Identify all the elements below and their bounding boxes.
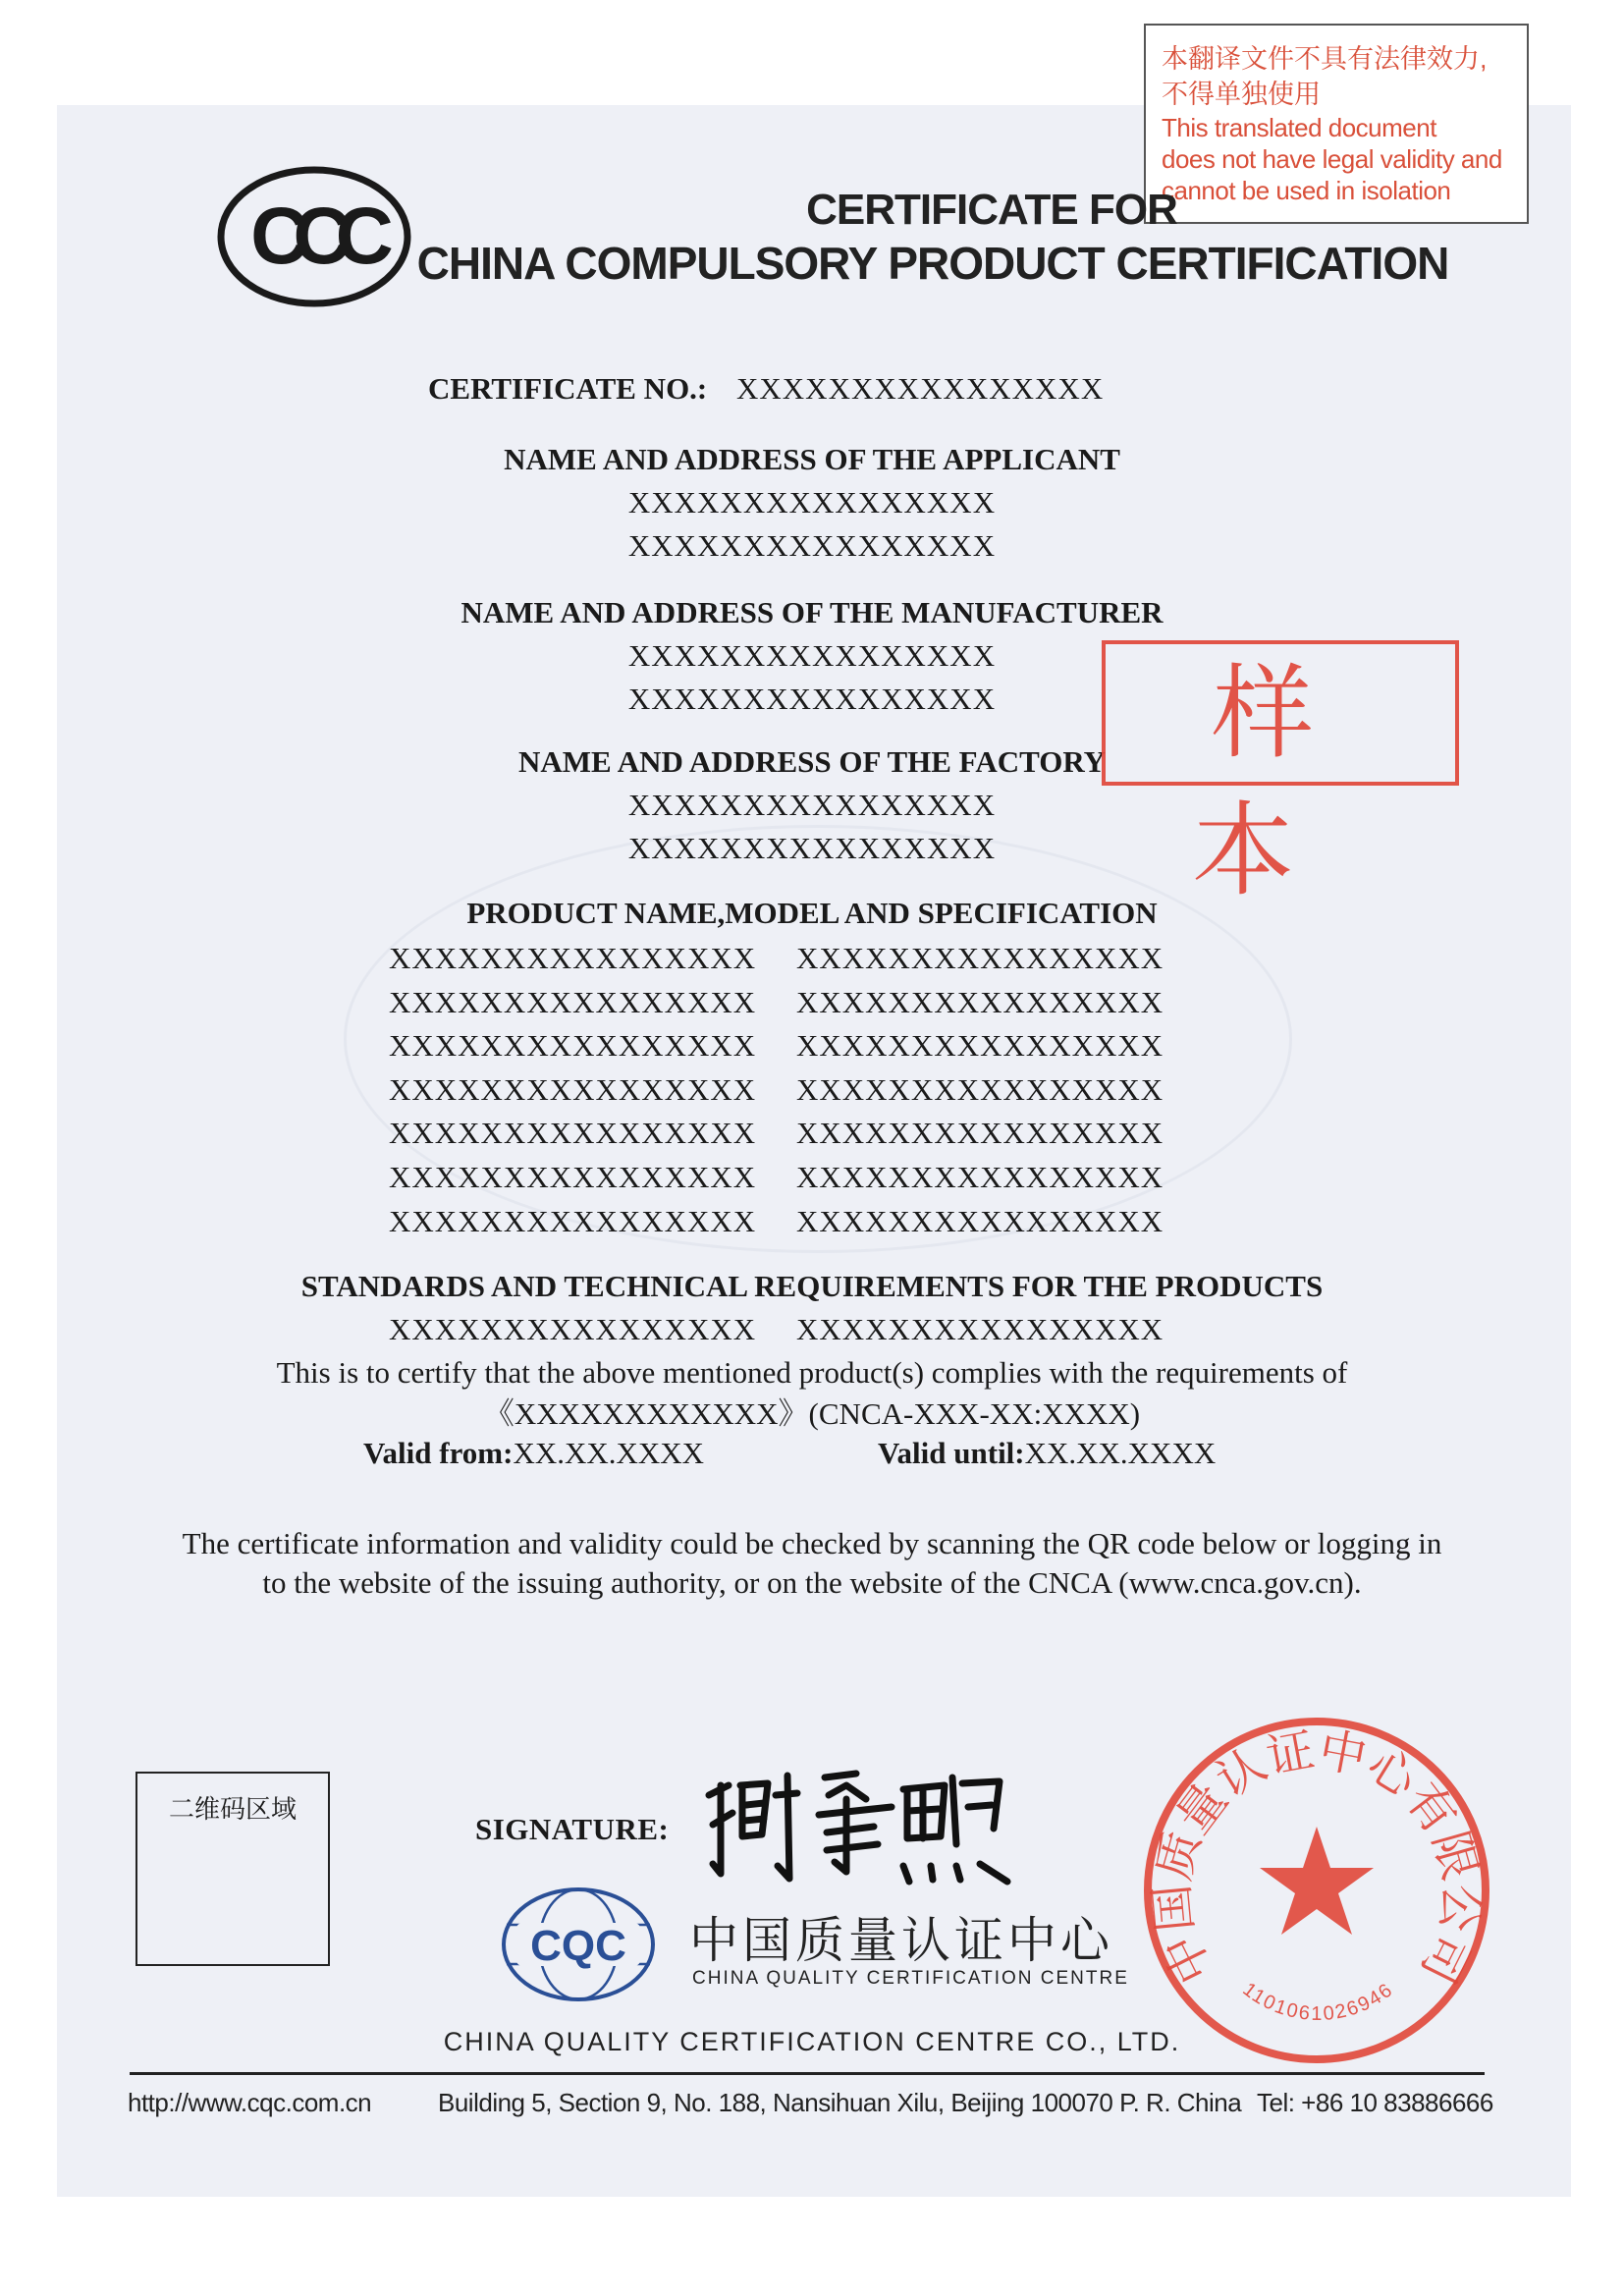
- product-cell: XXXXXXXXXXXXXXXX: [796, 984, 1164, 1019]
- product-cell: XXXXXXXXXXXXXXXX: [389, 984, 757, 1019]
- certify-line1: This is to certify that the above mentioned product(s) complies with the requirements of: [276, 1355, 1348, 1390]
- verification-note-line1: The certificate information and validity could be checked by scanning the QR code below or logging in: [182, 1526, 1442, 1560]
- product-cell: XXXXXXXXXXXXXXXX: [389, 1071, 757, 1107]
- footer-tel: Tel: +86 10 83886666: [1257, 2088, 1493, 2117]
- factory-line2: XXXXXXXXXXXXXXXX: [627, 831, 997, 865]
- standards-cell: XXXXXXXXXXXXXXXX: [796, 1312, 1164, 1346]
- product-row: [389, 1024, 1204, 1068]
- standards-heading: STANDARDS AND TECHNICAL REQUIREMENTS FOR THE PRODUCTS: [300, 1269, 1324, 1303]
- applicant-section: [0, 438, 1624, 568]
- ccc-logo-text: CCC: [250, 191, 378, 281]
- valid-until-value: XX.XX.XXXX: [1024, 1436, 1217, 1470]
- valid-from-label: Valid from:: [363, 1436, 514, 1470]
- issuer-company: CHINA QUALITY CERTIFICATION CENTRE CO., LTD.: [443, 2027, 1181, 2056]
- product-heading-block: [0, 892, 1624, 935]
- footer-website: http://www.cqc.com.cn: [128, 2088, 372, 2117]
- product-row: [389, 1068, 1204, 1113]
- applicant-line1: XXXXXXXXXXXXXXXX: [627, 485, 997, 519]
- certificate-title: [295, 185, 1571, 291]
- title-line1: CERTIFICATE FOR: [806, 186, 1177, 234]
- valid-from: [363, 1436, 704, 1471]
- product-cell: XXXXXXXXXXXXXXXX: [796, 1071, 1164, 1107]
- cqc-name-en: CHINA QUALITY CERTIFICATION CENTRE: [692, 1968, 1129, 1989]
- standards-row: [389, 1308, 1204, 1352]
- standards-heading-block: [0, 1265, 1624, 1308]
- factory-line1: XXXXXXXXXXXXXXXX: [627, 788, 997, 822]
- factory-heading: NAME AND ADDRESS OF THE FACTORY: [517, 744, 1107, 779]
- sample-stamp: 样本: [1102, 640, 1459, 786]
- product-cell: XXXXXXXXXXXXXXXX: [389, 1028, 757, 1064]
- product-row: [389, 1112, 1204, 1156]
- notice-cn-line2: 不得单独使用: [1162, 80, 1321, 109]
- certify-line2: 《XXXXXXXXXXXX》(CNCA-XXX-XX:XXXX): [483, 1396, 1141, 1431]
- manufacturer-line1: XXXXXXXXXXXXXXXX: [627, 638, 997, 673]
- title-line2: CHINA COMPULSORY PRODUCT CERTIFICATION: [416, 238, 1449, 289]
- manufacturer-line2: XXXXXXXXXXXXXXXX: [627, 682, 997, 716]
- manufacturer-heading: NAME AND ADDRESS OF THE MANUFACTURER: [460, 595, 1164, 629]
- footer-address: Building 5, Section 9, No. 188, Nansihuan Xilu, Beijing 100070 P. R. China: [438, 2088, 1242, 2117]
- official-seal: [1135, 1709, 1498, 2072]
- product-cell: XXXXXXXXXXXXXXXX: [796, 941, 1164, 975]
- footer-divider: [130, 2072, 1485, 2075]
- product-row: [389, 981, 1204, 1025]
- certificate-number-value: XXXXXXXXXXXXXXXX: [736, 371, 1105, 406]
- signature-label: SIGNATURE:: [475, 1812, 670, 1846]
- cqc-logo-text: CQC: [530, 1922, 626, 1970]
- certificate-number-label: CERTIFICATE NO.:: [428, 371, 708, 406]
- product-grid: [389, 937, 1204, 1243]
- product-cell: XXXXXXXXXXXXXXXX: [389, 1203, 757, 1238]
- product-cell: XXXXXXXXXXXXXXXX: [796, 1159, 1164, 1194]
- qr-code-area: 二维码区域: [135, 1772, 330, 1966]
- product-row: [389, 1156, 1204, 1200]
- applicant-line2: XXXXXXXXXXXXXXXX: [627, 528, 997, 563]
- seal-ring-text: 中国质量认证中心有限公司: [1144, 1722, 1489, 1993]
- product-cell: XXXXXXXXXXXXXXXX: [389, 1116, 757, 1151]
- certificate-number: [428, 371, 1104, 407]
- applicant-heading: NAME AND ADDRESS OF THE APPLICANT: [504, 442, 1120, 476]
- product-row: [389, 1200, 1204, 1244]
- valid-until-label: Valid until:: [878, 1436, 1025, 1470]
- notice-en-line3: cannot be used in isolation: [1162, 176, 1451, 205]
- standards-grid: [389, 1308, 1204, 1352]
- product-cell: XXXXXXXXXXXXXXXX: [796, 1203, 1164, 1238]
- handwritten-signature: [699, 1756, 1013, 1893]
- product-cell: XXXXXXXXXXXXXXXX: [796, 1028, 1164, 1064]
- valid-from-value: XX.XX.XXXX: [513, 1436, 705, 1470]
- notice-en-line1: This translated document: [1162, 113, 1436, 142]
- product-heading: PRODUCT NAME,MODEL AND SPECIFICATION: [466, 896, 1158, 930]
- product-cell: XXXXXXXXXXXXXXXX: [796, 1116, 1164, 1151]
- seal-number: 1101061026946: [1238, 1978, 1398, 2025]
- product-cell: XXXXXXXXXXXXXXXX: [389, 1159, 757, 1194]
- valid-until: [878, 1436, 1216, 1471]
- notice-cn-line1: 本翻译文件不具有法律效力,: [1162, 44, 1488, 74]
- product-cell: XXXXXXXXXXXXXXXX: [389, 941, 757, 975]
- notice-en-line2: does not have legal validity and: [1162, 144, 1502, 174]
- cqc-name-cn: 中国质量认证中心: [689, 1912, 1113, 1969]
- product-row: [389, 937, 1204, 981]
- standards-cell: XXXXXXXXXXXXXXXX: [389, 1312, 757, 1346]
- verification-note: [108, 1524, 1516, 1603]
- verification-note-line2: to the website of the issuing authority, or on the website of the CNCA (www.cnca.gov.cn).: [262, 1565, 1362, 1600]
- cqc-logo: [499, 1886, 658, 2003]
